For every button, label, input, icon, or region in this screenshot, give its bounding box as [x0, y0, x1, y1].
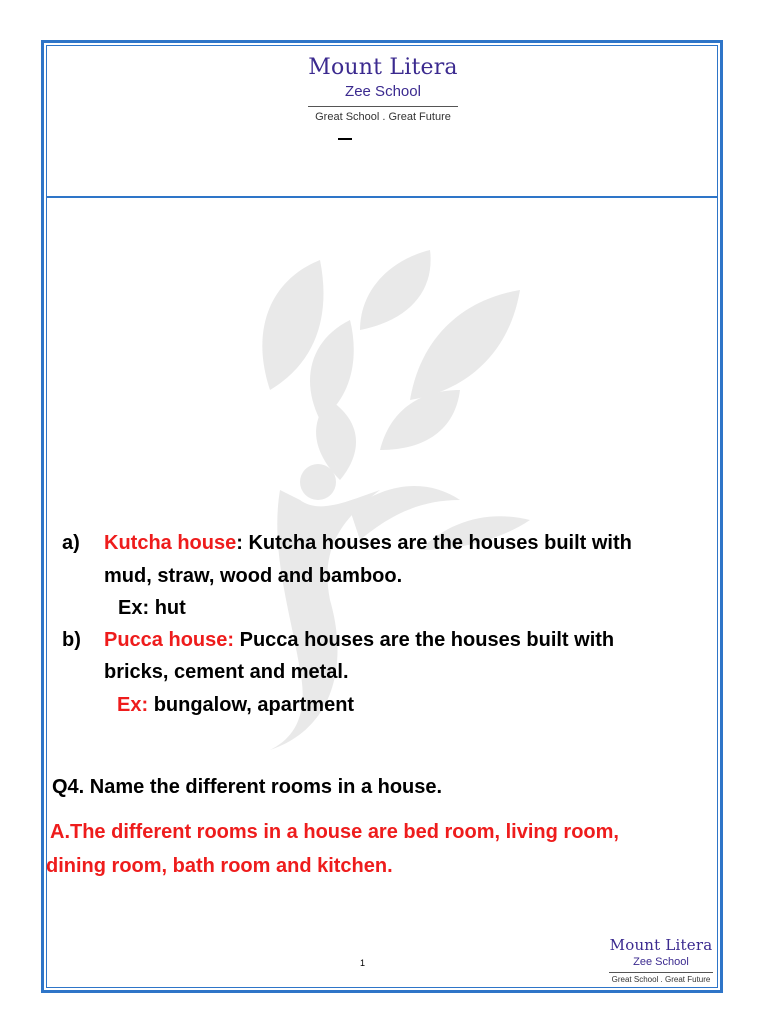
item-a-line2: mud, straw, wood and bamboo.: [104, 565, 403, 587]
answer-line2: dining room, bath room and kitchen.: [46, 855, 393, 877]
footer-logo-tagline: Great School . Great Future: [611, 975, 711, 984]
header-divider: [46, 196, 718, 198]
page-number: 1: [360, 958, 366, 968]
footer-logo-name: Mount Litera: [609, 936, 713, 954]
header-dash: [338, 138, 352, 140]
item-b-line1: [104, 627, 614, 653]
item-a-example-label: Ex:: [118, 597, 150, 619]
logo-rule: [308, 106, 458, 107]
item-a-line1: [104, 530, 632, 556]
item-b-example-value: bungalow, apartment: [153, 694, 355, 716]
logo-subtitle: Zee School: [345, 83, 421, 100]
logo-name: Mount Litera: [308, 55, 458, 80]
item-b-marker: b): [62, 629, 81, 651]
item-b-line2: bricks, cement and metal.: [104, 661, 349, 683]
item-b-example-label: Ex:: [117, 694, 149, 716]
footer-logo-subtitle: Zee School: [633, 956, 689, 968]
logo-tagline: Great School . Great Future: [315, 111, 451, 123]
item-a-example: [118, 595, 186, 621]
header-logo: [300, 54, 466, 125]
footer-logo: [604, 935, 718, 986]
item-a-term: Kutcha house: [104, 532, 237, 554]
item-a-marker: a): [62, 532, 80, 554]
item-b-term: Pucca house:: [104, 629, 235, 651]
question-q4: Q4. Name the different rooms in a house.: [52, 776, 443, 798]
answer-line1: A.The different rooms in a house are bed room, living room,: [50, 821, 619, 843]
footer-logo-rule: [609, 972, 713, 973]
item-b-definition: Pucca houses are the houses built with: [234, 629, 615, 651]
item-b-example: [117, 692, 354, 718]
item-a-definition: : Kutcha houses are the houses built with: [236, 532, 632, 554]
item-a-example-value: hut: [154, 597, 186, 619]
